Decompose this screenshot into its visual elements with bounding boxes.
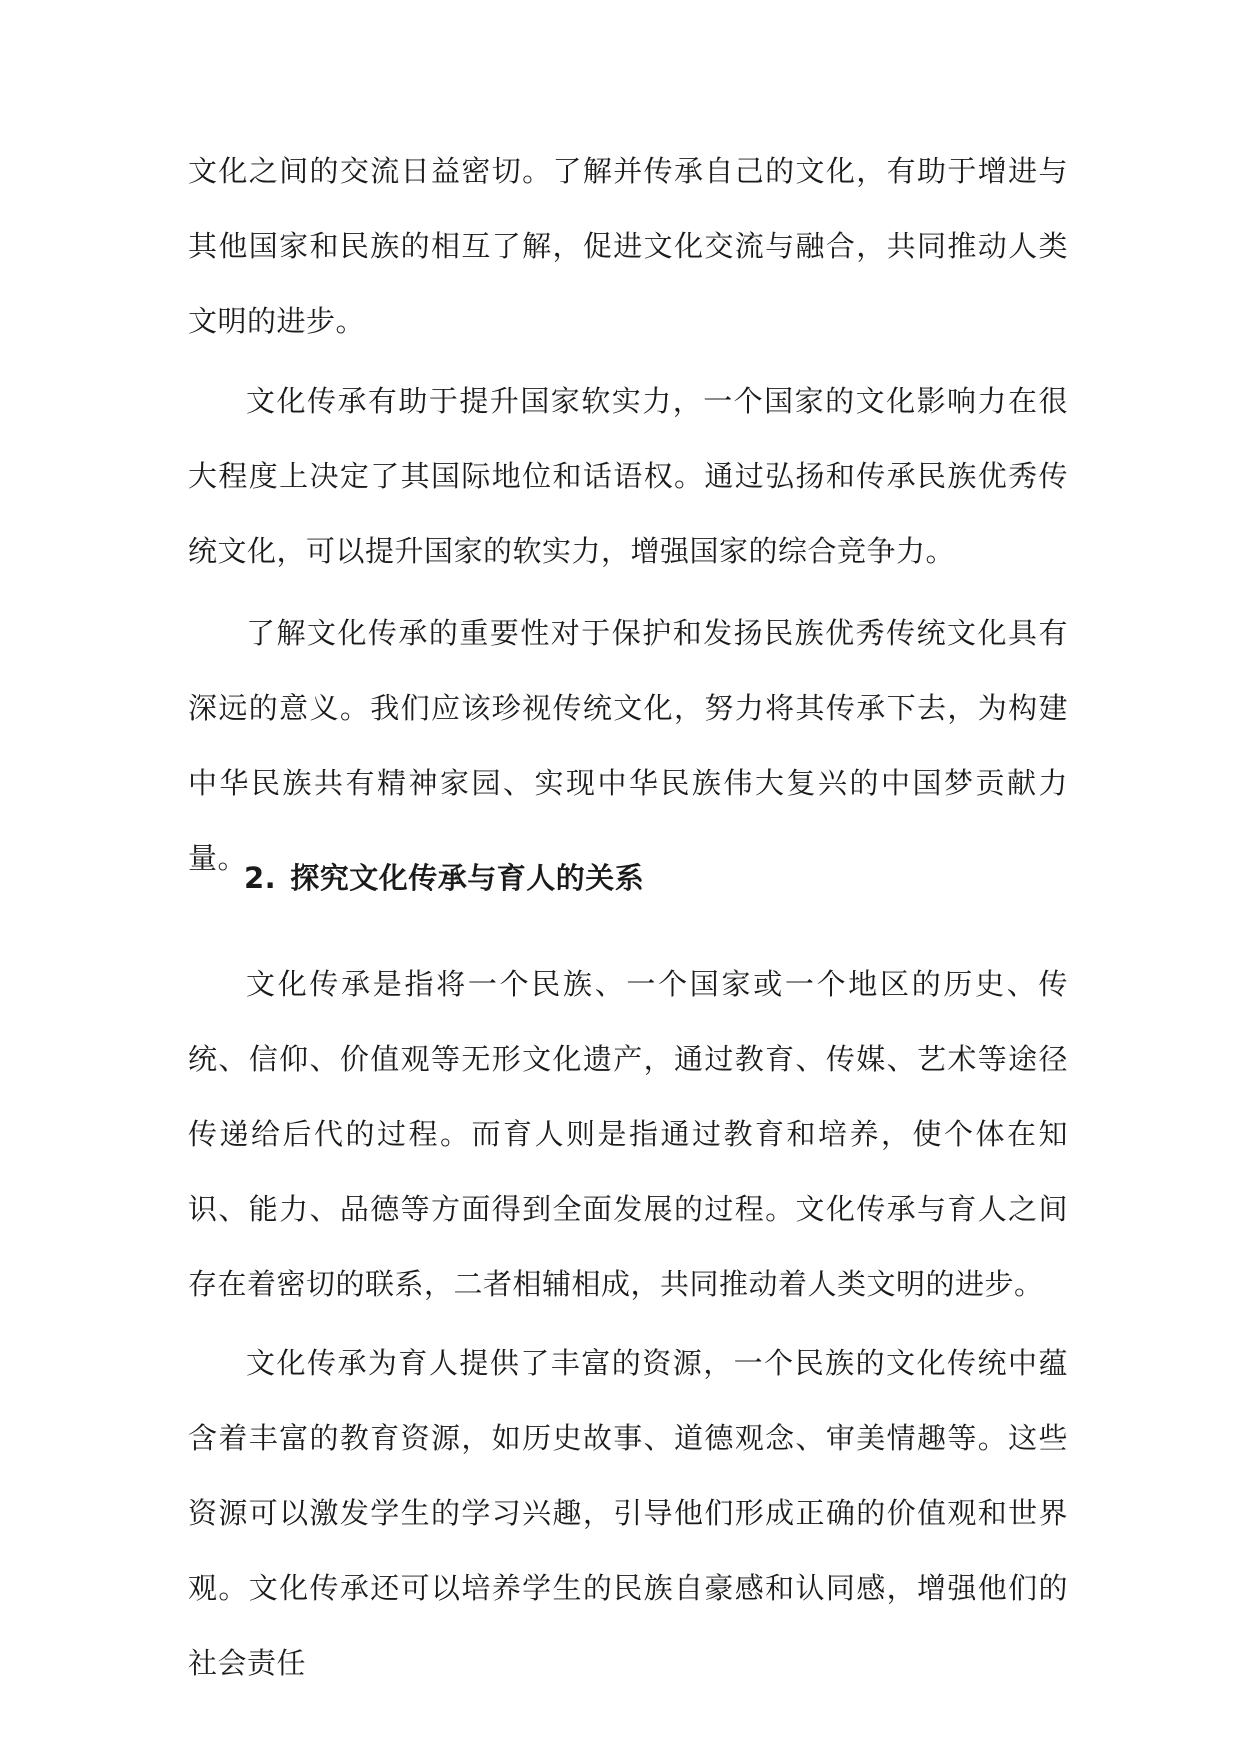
paragraph-resources: 文化传承为育人提供了丰富的资源，一个民族的文化传统中蕴含着丰富的教育资源，如历史故事、道德观念、审美情趣等。这些资源可以激发学生的学习兴趣，引导他们形成正确的价值观和世界观。文化传承还可以培养学生的民族自豪感和认同感，增强他们的社会责任 bbox=[188, 1346, 1068, 1680]
paragraph-significance: 了解文化传承的重要性对于保护和发扬民族优秀传统文化具有深远的意义。我们应该珍视传统文化，努力将其传承下去，为构建中华民族共有精神家园、实现中华民族伟大复兴的中国梦贡献力量。 bbox=[188, 616, 1068, 875]
paragraph-definition: 文化传承是指将一个民族、一个国家或一个地区的历史、传统、信仰、价值观等无形文化遗产，通过教育、传媒、艺术等途径传递给后代的过程。而育人则是指通过教育和培养，使个体在知识、能力、品德等方面得到全面发展的过程。文化传承与育人之间存在着密切的联系，二者相辅相成，共同推动着人类文明的进步。 bbox=[188, 967, 1068, 1301]
paragraph-soft-power: 文化传承有助于提升国家软实力，一个国家的文化影响力在很大程度上决定了其国际地位和话语权。通过弘扬和传承民族优秀传统文化，可以提升国家的软实力，增强国家的综合竞争力。 bbox=[188, 384, 1068, 568]
section-heading bbox=[244, 858, 644, 898]
section-number: 2. bbox=[244, 861, 277, 895]
paragraph-continuation: 文化之间的交流日益密切。了解并传承自己的文化，有助于增进与其他国家和民族的相互了解，促进文化交流与融合，共同推动人类文明的进步。 bbox=[188, 154, 1068, 338]
section-title: 探究文化传承与育人的关系 bbox=[290, 861, 645, 895]
